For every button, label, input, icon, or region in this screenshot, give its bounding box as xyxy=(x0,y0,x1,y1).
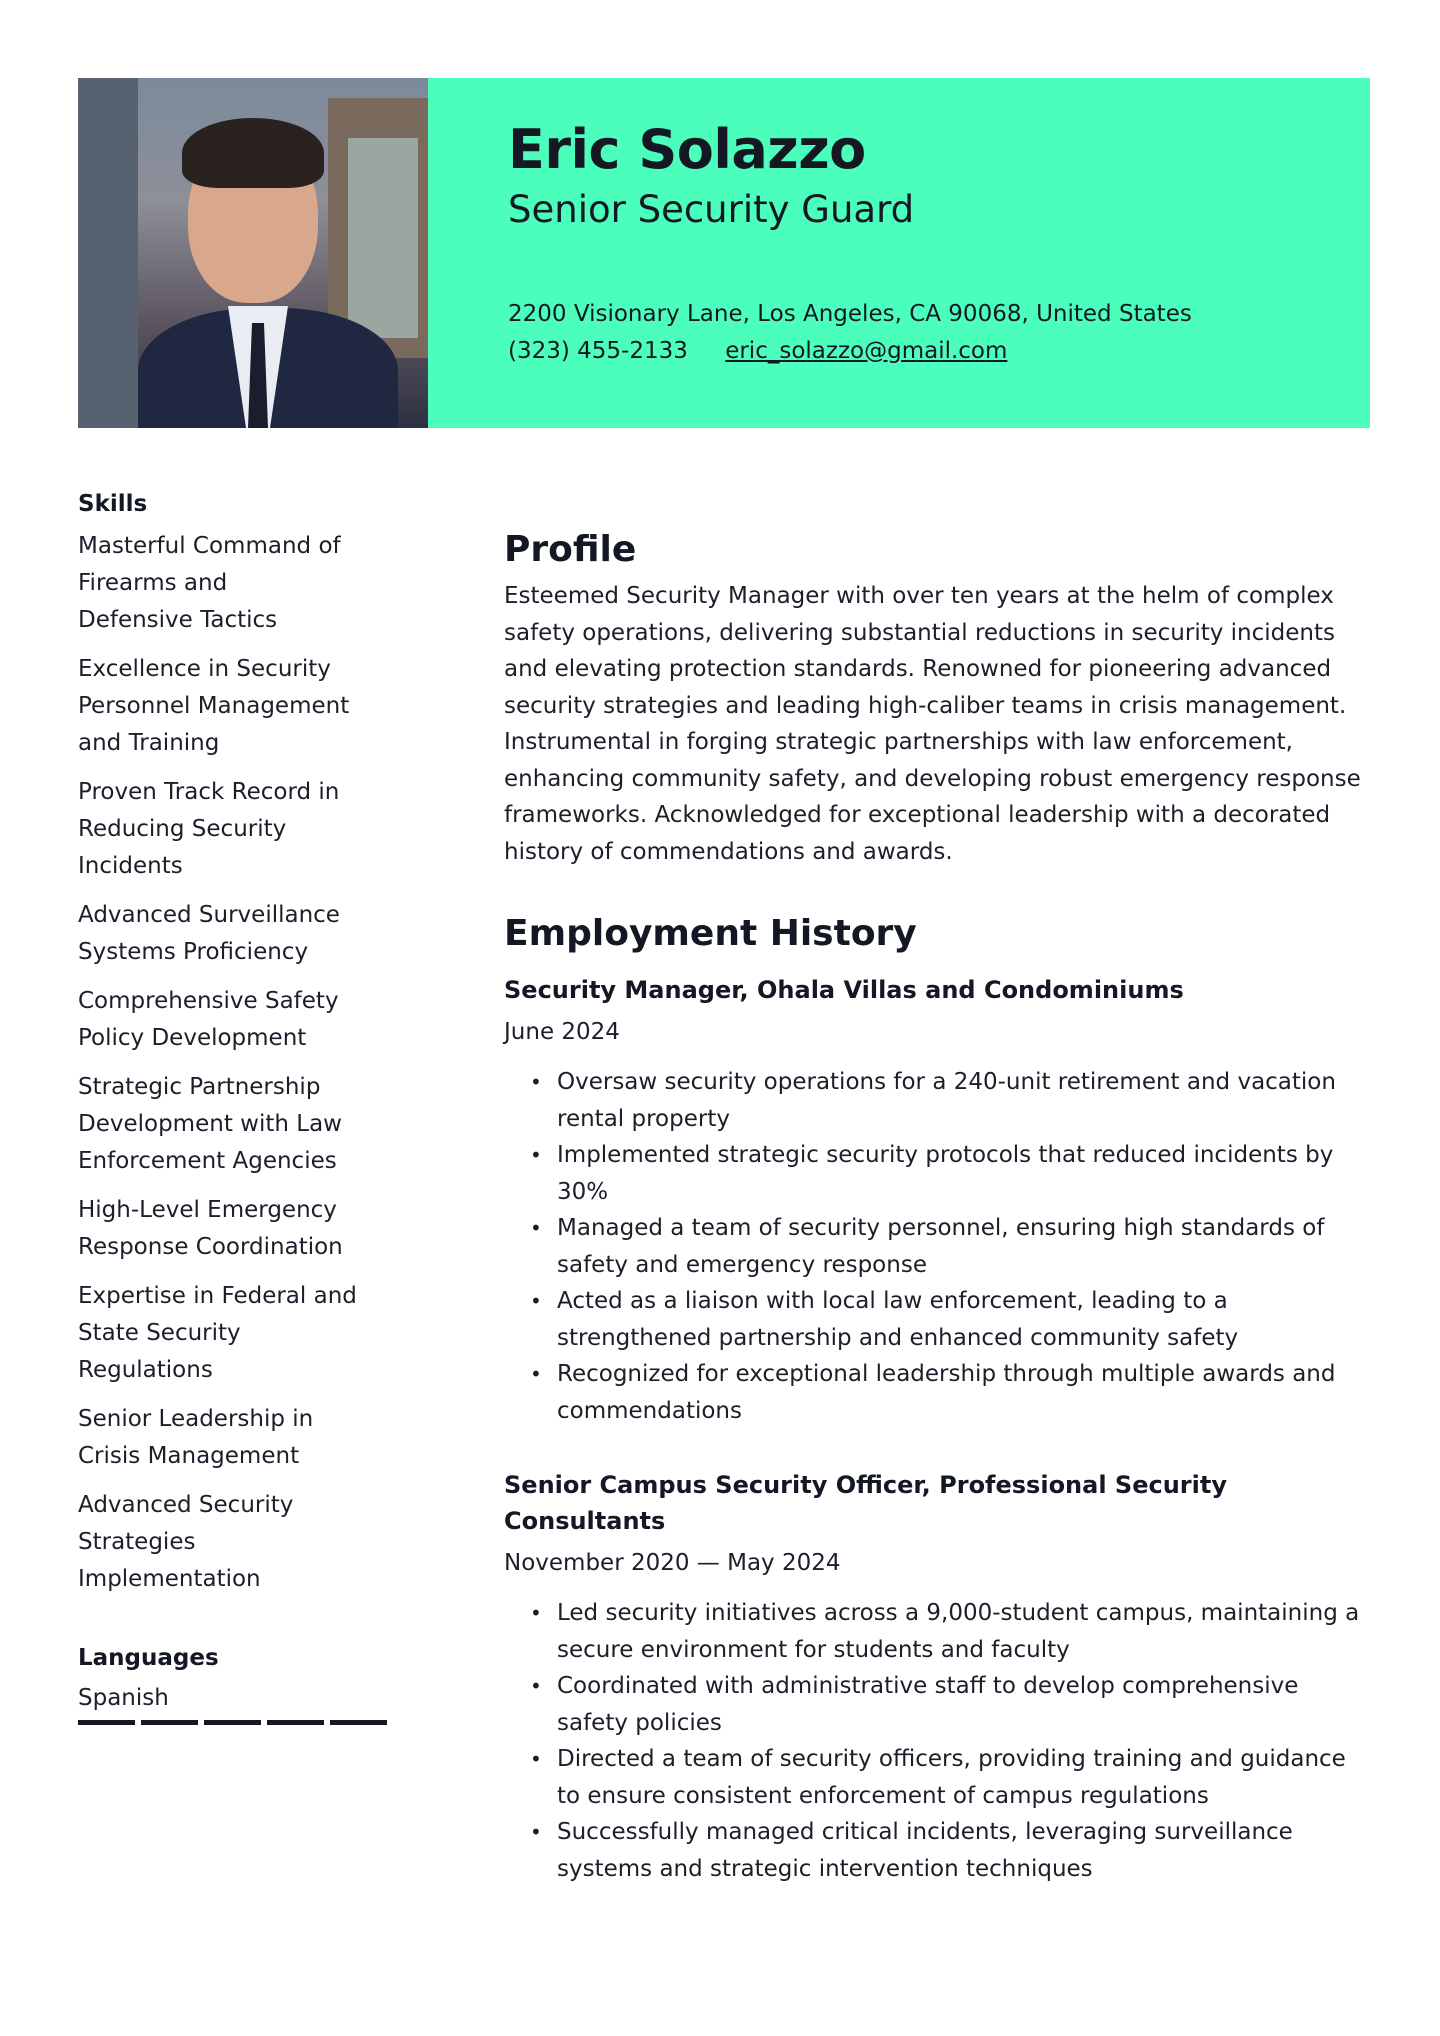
profile-photo xyxy=(78,78,428,428)
profile-heading: Profile xyxy=(504,529,637,570)
skill-item: Masterful Command of Firearms and Defensive Tactics xyxy=(78,533,341,633)
main-content xyxy=(504,522,1370,1887)
email-link[interactable]: eric_solazzo@gmail.com xyxy=(725,338,1008,364)
job-bullets xyxy=(504,1064,1370,1429)
level-segment xyxy=(267,1720,324,1725)
skill-item: High-Level Emergency Response Coordination xyxy=(78,1197,343,1260)
skill-item: Expertise in Federal and State Security Regulations xyxy=(78,1283,357,1383)
resume-header xyxy=(78,78,1370,428)
language-name: Spanish xyxy=(78,1685,169,1711)
skills-heading: Skills xyxy=(78,491,148,517)
employment-heading: Employment History xyxy=(504,913,917,954)
bullet-item: • Acted as a liaison with local law enforcement, leading to a strengthened partnership and enhanced community safety xyxy=(530,1283,1370,1356)
bullet-item: • Recognized for exceptional leadership through multiple awards and commendations xyxy=(530,1356,1370,1429)
phone: (323) 455-2133 xyxy=(508,338,688,364)
languages-heading: Languages xyxy=(78,1645,219,1671)
job-bullets xyxy=(504,1595,1370,1887)
job-title: Security Manager, Ohala Villas and Condominiums xyxy=(504,976,1184,1004)
bullet-item: • Directed a team of security officers, providing training and guidance to ensure consistent enforcement of campus regulations xyxy=(530,1741,1370,1814)
skill-item: Advanced Surveillance Systems Proficiency xyxy=(78,902,340,965)
skill-item: Comprehensive Safety Policy Development xyxy=(78,988,339,1051)
level-segment xyxy=(141,1720,198,1725)
bullet-item: • Implemented strategic security protocols that reduced incidents by 30% xyxy=(530,1137,1370,1210)
header-banner xyxy=(428,78,1370,428)
level-segment xyxy=(204,1720,261,1725)
bullet-item: • Coordinated with administrative staff to develop comprehensive safety policies xyxy=(530,1668,1370,1741)
sidebar xyxy=(78,488,398,1725)
job-title: Senior Campus Security Officer, Professional Security Consultants xyxy=(504,1471,1227,1535)
level-segment xyxy=(330,1720,387,1725)
language-level-bar xyxy=(78,1720,398,1725)
skill-item: Excellence in Security Personnel Management and Training xyxy=(78,656,350,756)
job-entry xyxy=(504,1467,1370,1887)
skill-item: Senior Leadership in Crisis Management xyxy=(78,1406,314,1469)
candidate-role: Senior Security Guard xyxy=(508,188,915,231)
skill-item: Advanced Security Strategies Implementation xyxy=(78,1492,294,1592)
job-date: June 2024 xyxy=(504,1019,620,1045)
bullet-item: • Oversaw security operations for a 240-unit retirement and vacation rental property xyxy=(530,1064,1370,1137)
skills-list xyxy=(78,528,398,1598)
job-date: November 2020 — May 2024 xyxy=(504,1550,841,1576)
bullet-item: • Led security initiatives across a 9,000-student campus, maintaining a secure environment for students and faculty xyxy=(530,1595,1370,1668)
skill-item: Strategic Partnership Development with Law Enforcement Agencies xyxy=(78,1074,342,1174)
address: 2200 Visionary Lane, Los Angeles, CA 90068, United States xyxy=(508,301,1192,327)
level-segment xyxy=(78,1720,135,1725)
contact-info xyxy=(508,296,1370,370)
bullet-item: • Managed a team of security personnel, ensuring high standards of safety and emergency response xyxy=(530,1210,1370,1283)
candidate-name: Eric Solazzo xyxy=(508,118,866,181)
bullet-item: • Successfully managed critical incidents, leveraging surveillance systems and strategic intervention techniques xyxy=(530,1814,1370,1887)
job-entry xyxy=(504,972,1370,1429)
skill-item: Proven Track Record in Reducing Security Incidents xyxy=(78,779,340,879)
profile-summary: Esteemed Security Manager with over ten years at the helm of complex safety operations, delivering substantial reductions in security incidents and elevating protection standards. Renowned for pioneering advanced security strategies and leading high-caliber teams in crisis management. Instrumental in forging strategic partnerships with law enforcement, enhancing community safety, and developing robust emergency response frameworks. Acknowledged for exceptional leadership with a decorated history of commendations and awards. xyxy=(504,583,1361,865)
